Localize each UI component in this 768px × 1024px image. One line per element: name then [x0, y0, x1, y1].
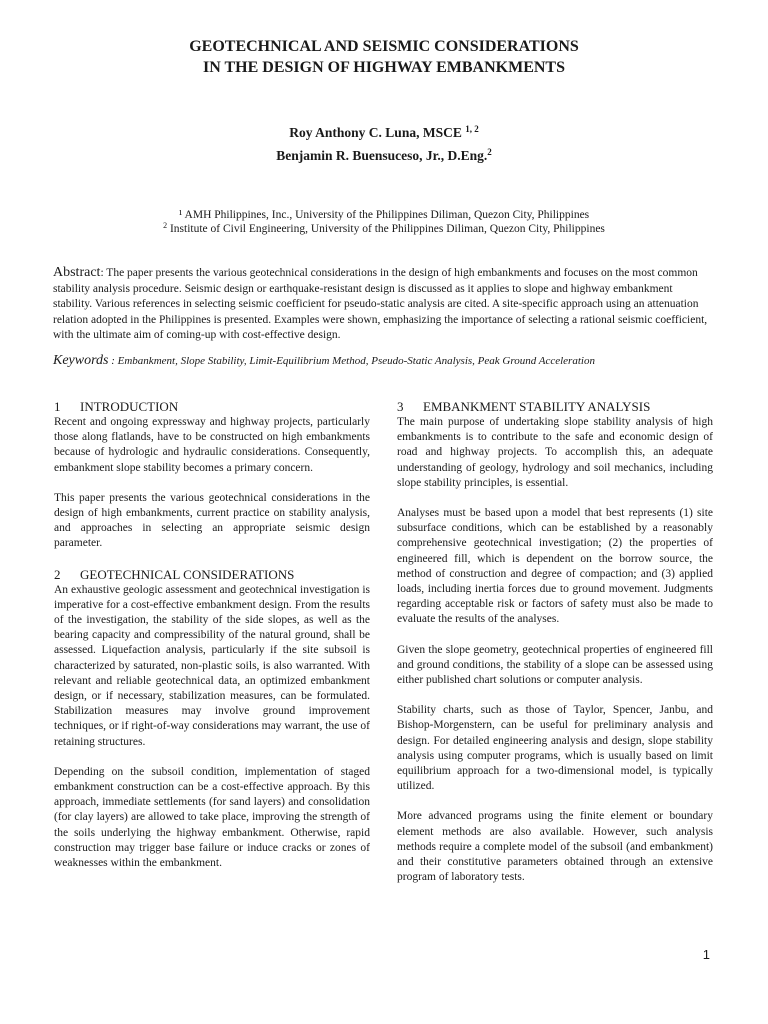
section-number: 3 [397, 399, 404, 414]
paragraph: Depending on the subsoil condition, implementation of staged embankment construction can be a cost-effective approach. By this approach, immediate settlements (for sand layers) and consolidation (for clay layers) are allowed to take place, improving the strength of the soils underlying the highway embankment. Otherwise, rapid construction may trigger base failure or induce cracks or zones of weaknesses within the embankment. [54, 765, 370, 870]
affiliation-2 [40, 222, 728, 236]
affiliation-1 [40, 208, 728, 222]
author-list [40, 121, 728, 167]
title-line-2: IN THE DESIGN OF HIGHWAY EMBANKMENTS [203, 59, 565, 76]
author-name: Roy Anthony C. Luna, MSCE [289, 125, 462, 140]
page-number: 1 [702, 947, 710, 962]
paragraph: The main purpose of undertaking slope stability analysis of high embankments is to contribute to the safe and economic design of road and highway projects. To accomplish this, an adequate understanding of geology, hydrology and soil mechanics, including slope stability principles, is essential. [397, 416, 713, 489]
right-column [397, 398, 713, 885]
abstract-text: : The paper presents the various geotechnical considerations in the design of high embankments and focuses on the most common stability analysis procedure. Seismic design or earthquake-resistant design is discussed as it applies to slope and highway embankment stability. Various references in selecting seismic coefficient for pseudo-static analysis are cited. A site-specific approach using an attenuation relation adopted in the Philippines is presented. Examples were shown, emphasizing the importance of selecting a rational seismic coefficient, with the ultimate aim of coming-up with cost-effective design. [53, 267, 708, 341]
affil-text: Institute of Civil Engineering, University of the Philippines Diliman, Quezon City, Philippines [169, 223, 605, 235]
abstract [53, 265, 710, 344]
keywords [53, 353, 710, 369]
author-name: Benjamin R. Buensuceso, Jr., D.Eng. [276, 148, 488, 163]
author-2 [40, 144, 728, 167]
paragraph: An exhaustive geologic assessment and geotechnical investigation is imperative for a cost-effective embankment design. From the results of the investigation, the stability of the side slopes, as well as the bearing capacity and compressibility of the natural ground, shall be assessed. Liquefaction analysis, particularly if the site subsoil is characterized by saturated, non-plastic soils, is also warranted. With relevant and reliable geotechnical data, an optimized embankment design, or if necessary, stabilization measures, can be formulated. Stabilization measures may involve ground improvement techniques, or if right-of-way considerations may warrant, the use of retaining structures. [54, 583, 370, 748]
paragraph: Analyses must be based upon a model that best represents (1) site subsurface conditions, which can be established by a reasonably comprehensive geotechnical investigation; (2) the properties of engineered fill, which is dependent on the borrow source, the method of construction and degree of compaction; and (3) applied loads, including inertia forces due to ground movement. Judgments regarding acceptable risk or factors of safety must also be made to evaluate the results of the analyses. [397, 507, 713, 626]
paragraph: This paper presents the various geotechnical considerations in the design of high embankments, current practice on stability analysis, and approaches in selecting an appropriate seismic design parameter. [54, 491, 370, 550]
paragraph: More advanced programs using the finite element or boundary element methods are also available. However, such analysis methods require a complete model of the subsoil (and embankment) and their constitutive parameters obtained through an extensive program of laboratory tests. [397, 810, 713, 884]
affil-mark: ¹ [178, 209, 183, 221]
author-affil-mark: 2 [487, 147, 492, 157]
section-heading-geotechnical [54, 566, 370, 583]
section-title: EMBANKMENT STABILITY ANALYSIS [423, 399, 651, 414]
abstract-label: Abstract [53, 265, 101, 280]
left-column [54, 398, 370, 871]
affil-text: AMH Philippines, Inc., University of the Philippines Diliman, Quezon City, Philippines [184, 209, 590, 221]
section-title: GEOTECHNICAL CONSIDERATIONS [80, 566, 295, 582]
section-title: INTRODUCTION [80, 399, 179, 414]
section-number: 1 [54, 399, 61, 414]
keywords-label: Keywords [53, 353, 109, 368]
section-heading-stability-analysis [397, 398, 713, 415]
keywords-text: : Embankment, Slope Stability, Limit-Equilibrium Method, Pseudo-Static Analysis, Peak Ground Acceleration [111, 355, 595, 367]
paragraph: Given the slope geometry, geotechnical properties of engineered fill and ground conditions, the stability of a slope can be assessed using either published chart solutions or computer analysis. [397, 643, 713, 687]
paragraph: Stability charts, such as those of Taylor, Spencer, Janbu, and Bishop-Morgenstern, can be useful for preliminary analysis and design. For detailed engineering analysis and design, slope stability analysis using computer programs, which is usually based on limit equilibrium approach for a two-dimensional model, is typically utilized. [397, 704, 713, 793]
paper-title [40, 36, 728, 78]
affiliation-list [40, 208, 728, 236]
author-affil-mark: 1, 2 [465, 124, 479, 134]
title-line-1: GEOTECHNICAL AND SEISMIC CONSIDERATIONS [189, 38, 579, 55]
author-1 [40, 121, 728, 144]
section-heading-introduction [54, 398, 370, 415]
affil-mark: 2 [163, 221, 168, 230]
paragraph: Recent and ongoing expressway and highway projects, particularly those along flatlands, have to be constructed on high embankments because of hydrologic and hydraulic considerations. Consequently, embankment slope stability becomes a primary concern. [54, 416, 370, 474]
section-number: 2 [54, 566, 61, 582]
